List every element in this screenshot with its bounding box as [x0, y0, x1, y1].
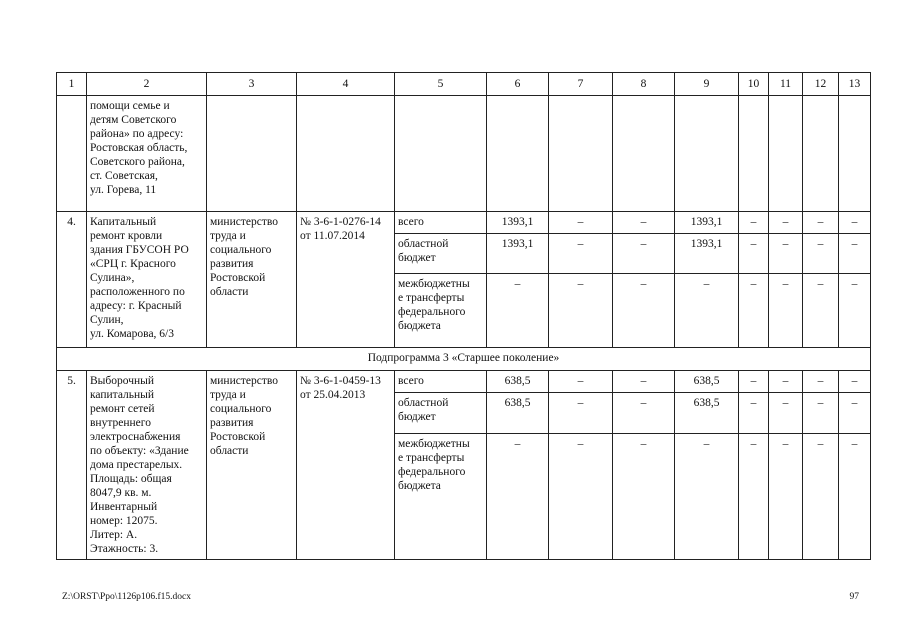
value-cell: – — [839, 274, 871, 348]
value-cell: – — [739, 433, 769, 559]
subprogram-title: Подпрограмма 3 «Старшее поколение» — [57, 348, 871, 371]
funding-label: межбюджетны е трансферты федерального бюджета — [395, 274, 487, 348]
object-name-cell: помощи семье и детям Советского района» по адресу: Ростовская область, Советского района, ст. Советская, ул. Горева, 11 — [87, 96, 207, 212]
value-cell: – — [549, 433, 613, 559]
header-cell: 11 — [769, 73, 803, 96]
value-cell: – — [769, 234, 803, 274]
funding-label: областной бюджет — [395, 393, 487, 434]
value-cell: 1393,1 — [487, 212, 549, 234]
value-cell: – — [613, 234, 675, 274]
header-cell: 4 — [297, 73, 395, 96]
row-number: 4. — [57, 212, 87, 348]
value-cell: – — [613, 393, 675, 434]
value-cell: 638,5 — [675, 371, 739, 393]
header-cell: 2 — [87, 73, 207, 96]
value-cell: – — [739, 274, 769, 348]
value-cell: 1393,1 — [675, 234, 739, 274]
value-cell: – — [549, 393, 613, 434]
table-row — [57, 371, 871, 393]
row-number: 5. — [57, 371, 87, 560]
value-cell: – — [675, 433, 739, 559]
header-cell: 1 — [57, 73, 87, 96]
organization-cell: министерство труда и социального развития Ростовской области — [207, 371, 297, 560]
value-cell: – — [549, 212, 613, 234]
table-row — [57, 212, 871, 234]
header-cell: 6 — [487, 73, 549, 96]
value-cell: – — [803, 274, 839, 348]
funding-label: всего — [395, 371, 487, 393]
page-number: 97 — [849, 592, 859, 602]
object-name-cell: Выборочный капитальный ремонт сетей внутреннего электроснабжения по объекту: «Здание дома престарелых. Площадь: общая 8047,9 кв. м. Инвентарный номер: 12075. Литер: А. Этажность: 3. — [87, 371, 207, 560]
value-cell: – — [613, 371, 675, 393]
value-cell: – — [839, 212, 871, 234]
value-cell: – — [769, 274, 803, 348]
value-cell: – — [839, 393, 871, 434]
value-cell: 638,5 — [675, 393, 739, 434]
header-cell: 12 — [803, 73, 839, 96]
value-cell: – — [739, 212, 769, 234]
value-cell: – — [803, 371, 839, 393]
value-cell: – — [803, 393, 839, 434]
value-cell: – — [803, 433, 839, 559]
value-cell: – — [769, 212, 803, 234]
header-cell: 10 — [739, 73, 769, 96]
value-cell: 638,5 — [487, 393, 549, 434]
value-cell: 1393,1 — [487, 234, 549, 274]
value-cell: 638,5 — [487, 371, 549, 393]
document-cell: № 3-6-1-0459-13 от 25.04.2013 — [297, 371, 395, 560]
value-cell: – — [769, 433, 803, 559]
value-cell: – — [549, 371, 613, 393]
value-cell: – — [839, 234, 871, 274]
value-cell: – — [549, 274, 613, 348]
program-table — [56, 72, 871, 560]
organization-cell: министерство труда и социального развития Ростовской области — [207, 212, 297, 348]
value-cell: – — [613, 433, 675, 559]
funding-label: межбюджетны е трансферты федерального бюджета — [395, 433, 487, 559]
value-cell: – — [769, 393, 803, 434]
value-cell: – — [803, 212, 839, 234]
value-cell: – — [769, 371, 803, 393]
subprogram-row — [57, 348, 871, 371]
header-cell: 13 — [839, 73, 871, 96]
value-cell: – — [839, 433, 871, 559]
value-cell: – — [613, 274, 675, 348]
value-cell: – — [549, 234, 613, 274]
value-cell: – — [487, 433, 549, 559]
header-row — [57, 73, 871, 96]
value-cell: – — [803, 234, 839, 274]
value-cell: 1393,1 — [675, 212, 739, 234]
document-cell: № 3-6-1-0276-14 от 11.07.2014 — [297, 212, 395, 348]
header-cell: 7 — [549, 73, 613, 96]
value-cell: – — [487, 274, 549, 348]
value-cell: – — [739, 371, 769, 393]
table-row-continuation — [57, 96, 871, 212]
object-name-cell: Капитальный ремонт кровли здания ГБУСОН РО «СРЦ г. Красного Сулина», расположенного по адресу: г. Красный Сулин, ул. Комарова, 6/3 — [87, 212, 207, 348]
header-cell: 9 — [675, 73, 739, 96]
funding-label: областной бюджет — [395, 234, 487, 274]
value-cell: – — [739, 393, 769, 434]
value-cell: – — [839, 371, 871, 393]
header-cell: 8 — [613, 73, 675, 96]
funding-label: всего — [395, 212, 487, 234]
value-cell: – — [739, 234, 769, 274]
value-cell: – — [613, 212, 675, 234]
document-path: Z:\ORST\Ppo\1126p106.f15.docx — [62, 592, 191, 602]
header-cell: 5 — [395, 73, 487, 96]
header-cell: 3 — [207, 73, 297, 96]
value-cell: – — [675, 274, 739, 348]
